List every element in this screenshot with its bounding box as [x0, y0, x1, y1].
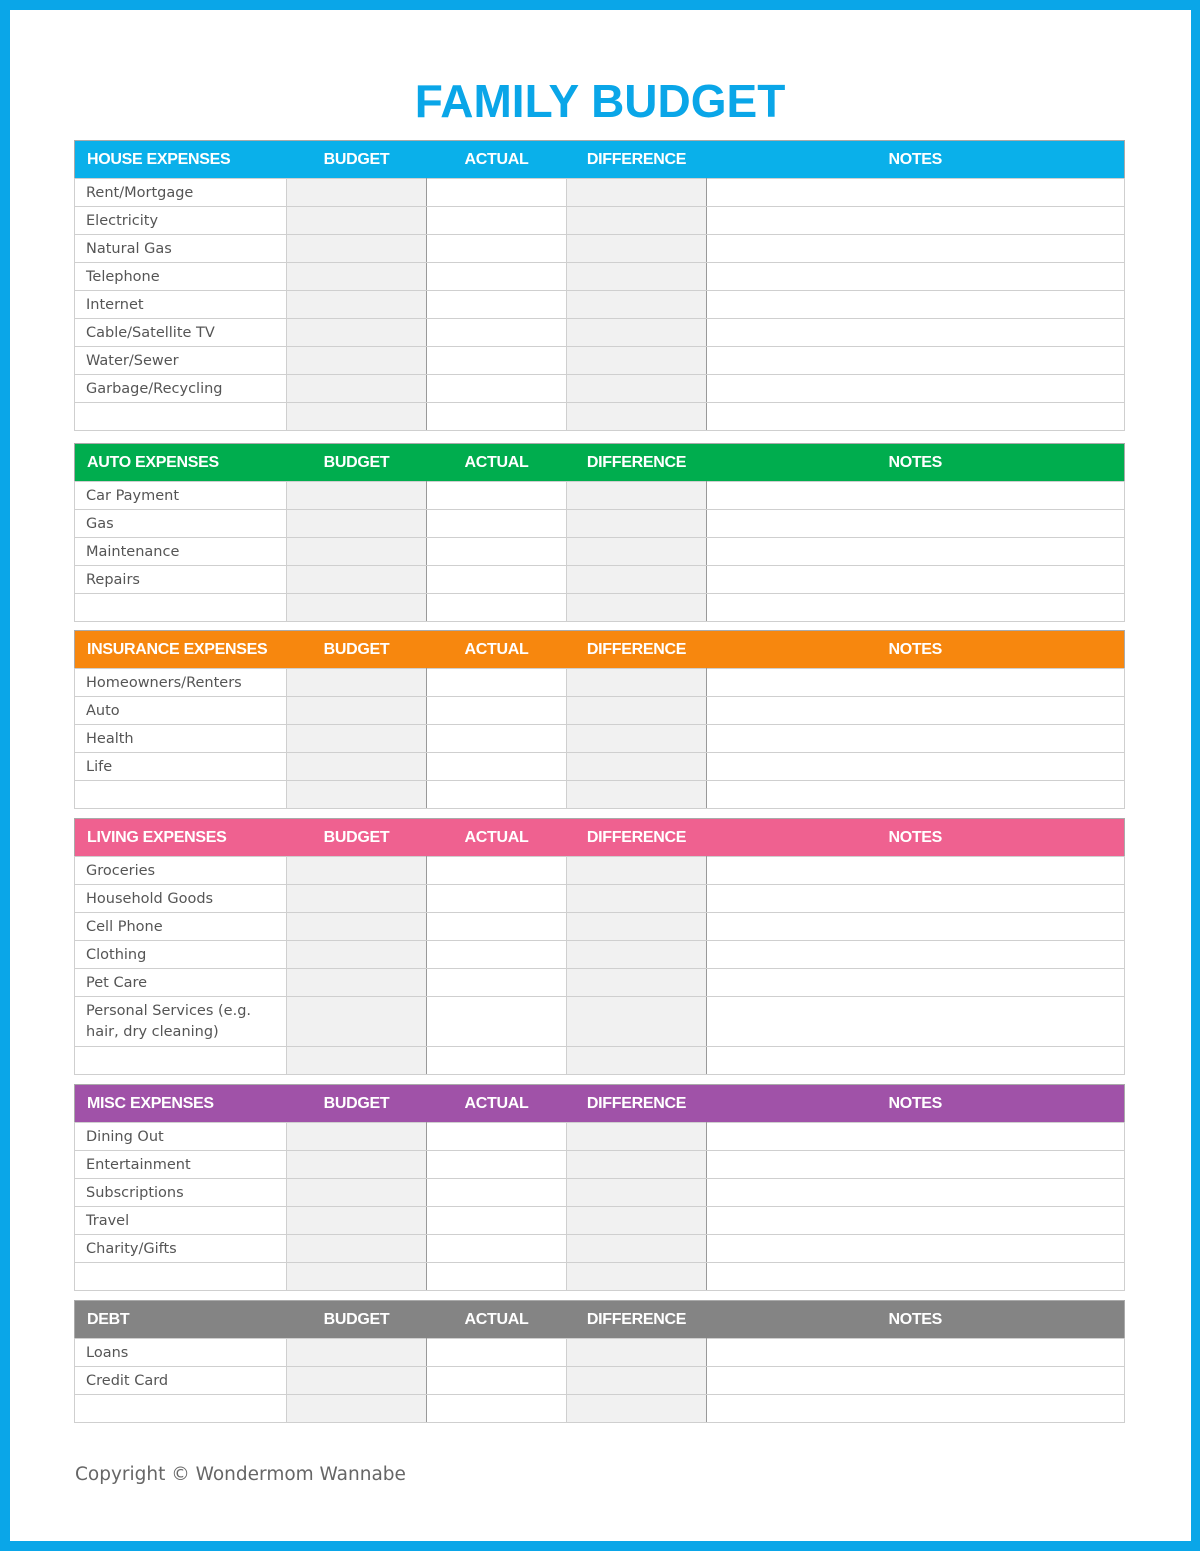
actual-cell[interactable] [427, 403, 567, 431]
expense-label: Natural Gas [75, 235, 287, 263]
notes-cell[interactable] [707, 235, 1125, 263]
difference-cell[interactable] [567, 913, 707, 941]
section-insurance-expenses [74, 630, 1125, 809]
column-header-notes: NOTES [888, 453, 943, 471]
difference-cell[interactable] [567, 375, 707, 403]
table-row [75, 857, 1125, 885]
actual-cell[interactable] [427, 1207, 567, 1235]
section-title: MISC EXPENSES [87, 1094, 214, 1112]
budget-table [74, 630, 1125, 809]
notes-cell[interactable] [707, 669, 1125, 697]
section-header [75, 631, 1125, 669]
column-header-budget: BUDGET [323, 1094, 390, 1112]
table-row [75, 753, 1125, 781]
difference-cell[interactable] [567, 1123, 707, 1151]
table-row [75, 1367, 1125, 1395]
difference-cell[interactable] [567, 781, 707, 809]
table-row [75, 1207, 1125, 1235]
expense-label: Homeowners/Renters [75, 669, 287, 697]
difference-cell[interactable] [567, 997, 707, 1047]
table-row [75, 179, 1125, 207]
budget-cell[interactable] [287, 1123, 427, 1151]
expense-label: Subscriptions [75, 1179, 287, 1207]
difference-cell[interactable] [567, 1263, 707, 1291]
budget-cell[interactable] [287, 263, 427, 291]
table-row [75, 781, 1125, 809]
expense-label [75, 594, 287, 622]
budget-table [74, 818, 1125, 1075]
difference-cell[interactable] [567, 697, 707, 725]
actual-cell[interactable] [427, 753, 567, 781]
difference-cell[interactable] [567, 1367, 707, 1395]
column-header-budget: BUDGET [323, 828, 390, 846]
budget-cell[interactable] [287, 319, 427, 347]
budget-cell[interactable] [287, 1263, 427, 1291]
expense-label: Personal Services (e.g. hair, dry cleaning) [75, 997, 287, 1047]
notes-cell[interactable] [707, 291, 1125, 319]
table-row [75, 235, 1125, 263]
actual-cell[interactable] [427, 594, 567, 622]
actual-cell[interactable] [427, 997, 567, 1047]
section-title: INSURANCE EXPENSES [87, 640, 268, 658]
difference-cell[interactable] [567, 1179, 707, 1207]
actual-cell[interactable] [427, 1179, 567, 1207]
budget-cell[interactable] [287, 207, 427, 235]
notes-cell[interactable] [707, 538, 1125, 566]
table-row [75, 1235, 1125, 1263]
table-row [75, 1151, 1125, 1179]
table-row [75, 510, 1125, 538]
table-row [75, 885, 1125, 913]
expense-label: Repairs [75, 566, 287, 594]
column-header-difference: DIFFERENCE [586, 453, 687, 471]
actual-cell[interactable] [427, 319, 567, 347]
expense-label: Garbage/Recycling [75, 375, 287, 403]
table-row [75, 1263, 1125, 1291]
difference-cell[interactable] [567, 263, 707, 291]
budget-cell[interactable] [287, 913, 427, 941]
actual-cell[interactable] [427, 538, 567, 566]
expense-label: Water/Sewer [75, 347, 287, 375]
column-header-actual: ACTUAL [464, 1094, 529, 1112]
table-row [75, 913, 1125, 941]
difference-cell[interactable] [567, 179, 707, 207]
column-header-budget: BUDGET [323, 453, 390, 471]
budget-cell[interactable] [287, 1207, 427, 1235]
actual-cell[interactable] [427, 781, 567, 809]
section-title: DEBT [87, 1310, 130, 1328]
notes-cell[interactable] [707, 997, 1125, 1047]
notes-cell[interactable] [707, 697, 1125, 725]
table-row [75, 669, 1125, 697]
difference-cell[interactable] [567, 1207, 707, 1235]
expense-label: Loans [75, 1339, 287, 1367]
budget-cell[interactable] [287, 697, 427, 725]
expense-label [75, 1047, 287, 1075]
budget-cell[interactable] [287, 669, 427, 697]
expense-label: Groceries [75, 857, 287, 885]
table-row [75, 319, 1125, 347]
expense-label: Internet [75, 291, 287, 319]
expense-label: Dining Out [75, 1123, 287, 1151]
table-row [75, 1179, 1125, 1207]
difference-cell[interactable] [567, 1151, 707, 1179]
column-header-notes: NOTES [888, 828, 943, 846]
notes-cell[interactable] [707, 969, 1125, 997]
budget-cell[interactable] [287, 482, 427, 510]
difference-cell[interactable] [567, 482, 707, 510]
table-row [75, 1123, 1125, 1151]
table-row [75, 566, 1125, 594]
expense-label: Pet Care [75, 969, 287, 997]
budget-cell[interactable] [287, 235, 427, 263]
difference-cell[interactable] [567, 235, 707, 263]
notes-cell[interactable] [707, 319, 1125, 347]
expense-label: Maintenance [75, 538, 287, 566]
actual-cell[interactable] [427, 566, 567, 594]
table-row [75, 941, 1125, 969]
difference-cell[interactable] [567, 857, 707, 885]
actual-cell[interactable] [427, 669, 567, 697]
table-row [75, 482, 1125, 510]
table-row [75, 291, 1125, 319]
budget-table [74, 443, 1125, 622]
section-auto-expenses [74, 443, 1125, 622]
difference-cell[interactable] [567, 669, 707, 697]
column-header-difference: DIFFERENCE [586, 1310, 687, 1328]
notes-cell[interactable] [707, 781, 1125, 809]
table-row [75, 347, 1125, 375]
actual-cell[interactable] [427, 1123, 567, 1151]
expense-label: Gas [75, 510, 287, 538]
actual-cell[interactable] [427, 941, 567, 969]
table-row [75, 375, 1125, 403]
section-header [75, 1301, 1125, 1339]
section-living-expenses [74, 818, 1125, 1075]
notes-cell[interactable] [707, 375, 1125, 403]
notes-cell[interactable] [707, 566, 1125, 594]
difference-cell[interactable] [567, 1047, 707, 1075]
difference-cell[interactable] [567, 969, 707, 997]
table-row [75, 969, 1125, 997]
expense-label: Entertainment [75, 1151, 287, 1179]
column-header-notes: NOTES [888, 150, 943, 168]
notes-cell[interactable] [707, 1235, 1125, 1263]
expense-label: Rent/Mortgage [75, 179, 287, 207]
difference-cell[interactable] [567, 566, 707, 594]
expense-label: Clothing [75, 941, 287, 969]
notes-cell[interactable] [707, 725, 1125, 753]
expense-label: Cell Phone [75, 913, 287, 941]
actual-cell[interactable] [427, 263, 567, 291]
budget-cell[interactable] [287, 1235, 427, 1263]
column-header-budget: BUDGET [323, 640, 390, 658]
section-misc-expenses [74, 1084, 1125, 1291]
budget-cell[interactable] [287, 857, 427, 885]
expense-label [75, 403, 287, 431]
expense-label: Electricity [75, 207, 287, 235]
table-row [75, 697, 1125, 725]
table-row [75, 1339, 1125, 1367]
notes-cell[interactable] [707, 263, 1125, 291]
difference-cell[interactable] [567, 291, 707, 319]
table-row [75, 594, 1125, 622]
expense-label: Health [75, 725, 287, 753]
notes-cell[interactable] [707, 1395, 1125, 1423]
notes-cell[interactable] [707, 1339, 1125, 1367]
notes-cell[interactable] [707, 1367, 1125, 1395]
notes-cell[interactable] [707, 179, 1125, 207]
difference-cell[interactable] [567, 510, 707, 538]
budget-cell[interactable] [287, 1395, 427, 1423]
column-header-difference: DIFFERENCE [586, 1094, 687, 1112]
page-title: FAMILY BUDGET [414, 75, 786, 127]
table-row [75, 1395, 1125, 1423]
section-header [75, 1085, 1125, 1123]
expense-label: Household Goods [75, 885, 287, 913]
table-row [75, 538, 1125, 566]
expense-label: Travel [75, 1207, 287, 1235]
table-row [75, 1047, 1125, 1075]
section-house-expenses [74, 140, 1125, 431]
table-row [75, 403, 1125, 431]
expense-label [75, 1263, 287, 1291]
notes-cell[interactable] [707, 1123, 1125, 1151]
notes-cell[interactable] [707, 510, 1125, 538]
budget-cell[interactable] [287, 969, 427, 997]
column-header-difference: DIFFERENCE [586, 150, 687, 168]
actual-cell[interactable] [427, 510, 567, 538]
budget-cell[interactable] [287, 1367, 427, 1395]
notes-cell[interactable] [707, 207, 1125, 235]
column-header-actual: ACTUAL [464, 640, 529, 658]
actual-cell[interactable] [427, 1263, 567, 1291]
copyright: Copyright © Wondermom Wannabe [75, 1464, 406, 1485]
table-row [75, 725, 1125, 753]
notes-cell[interactable] [707, 1263, 1125, 1291]
budget-cell[interactable] [287, 1047, 427, 1075]
section-debt [74, 1300, 1125, 1423]
difference-cell[interactable] [567, 941, 707, 969]
column-header-budget: BUDGET [323, 150, 390, 168]
budget-cell[interactable] [287, 375, 427, 403]
column-header-notes: NOTES [888, 1094, 943, 1112]
budget-cell[interactable] [287, 566, 427, 594]
difference-cell[interactable] [567, 753, 707, 781]
section-header [75, 444, 1125, 482]
budget-cell[interactable] [287, 538, 427, 566]
actual-cell[interactable] [427, 1339, 567, 1367]
column-header-actual: ACTUAL [464, 453, 529, 471]
actual-cell[interactable] [427, 179, 567, 207]
expense-label [75, 781, 287, 809]
budget-cell[interactable] [287, 403, 427, 431]
actual-cell[interactable] [427, 482, 567, 510]
budget-cell[interactable] [287, 997, 427, 1047]
difference-cell[interactable] [567, 347, 707, 375]
budget-table [74, 1300, 1125, 1423]
expense-label: Auto [75, 697, 287, 725]
notes-cell[interactable] [707, 482, 1125, 510]
table-row [75, 207, 1125, 235]
budget-cell[interactable] [287, 781, 427, 809]
column-header-notes: NOTES [888, 1310, 943, 1328]
actual-cell[interactable] [427, 857, 567, 885]
actual-cell[interactable] [427, 1047, 567, 1075]
column-header-budget: BUDGET [323, 1310, 390, 1328]
notes-cell[interactable] [707, 1151, 1125, 1179]
notes-cell[interactable] [707, 857, 1125, 885]
budget-cell[interactable] [287, 885, 427, 913]
budget-cell[interactable] [287, 179, 427, 207]
actual-cell[interactable] [427, 1367, 567, 1395]
difference-cell[interactable] [567, 594, 707, 622]
actual-cell[interactable] [427, 375, 567, 403]
expense-label: Telephone [75, 263, 287, 291]
budget-table [74, 140, 1125, 431]
notes-cell[interactable] [707, 403, 1125, 431]
notes-cell[interactable] [707, 347, 1125, 375]
actual-cell[interactable] [427, 235, 567, 263]
budget-cell[interactable] [287, 753, 427, 781]
difference-cell[interactable] [567, 207, 707, 235]
table-row [75, 263, 1125, 291]
expense-label: Life [75, 753, 287, 781]
column-header-notes: NOTES [888, 640, 943, 658]
budget-table [74, 1084, 1125, 1291]
actual-cell[interactable] [427, 1151, 567, 1179]
difference-cell[interactable] [567, 885, 707, 913]
actual-cell[interactable] [427, 1235, 567, 1263]
section-title: LIVING EXPENSES [87, 828, 227, 846]
notes-cell[interactable] [707, 753, 1125, 781]
column-header-actual: ACTUAL [464, 150, 529, 168]
expense-label: Charity/Gifts [75, 1235, 287, 1263]
difference-cell[interactable] [567, 403, 707, 431]
expense-label [75, 1395, 287, 1423]
actual-cell[interactable] [427, 725, 567, 753]
notes-cell[interactable] [707, 1207, 1125, 1235]
budget-cell[interactable] [287, 1151, 427, 1179]
difference-cell[interactable] [567, 725, 707, 753]
section-header [75, 819, 1125, 857]
actual-cell[interactable] [427, 969, 567, 997]
section-title: HOUSE EXPENSES [87, 150, 231, 168]
budget-cell[interactable] [287, 941, 427, 969]
actual-cell[interactable] [427, 697, 567, 725]
difference-cell[interactable] [567, 1339, 707, 1367]
column-header-difference: DIFFERENCE [586, 828, 687, 846]
notes-cell[interactable] [707, 1047, 1125, 1075]
budget-cell[interactable] [287, 1179, 427, 1207]
table-row [75, 997, 1125, 1047]
budget-cell[interactable] [287, 594, 427, 622]
expense-label: Credit Card [75, 1367, 287, 1395]
notes-cell[interactable] [707, 1179, 1125, 1207]
difference-cell[interactable] [567, 538, 707, 566]
actual-cell[interactable] [427, 207, 567, 235]
actual-cell[interactable] [427, 347, 567, 375]
column-header-difference: DIFFERENCE [586, 640, 687, 658]
budget-cell[interactable] [287, 725, 427, 753]
notes-cell[interactable] [707, 594, 1125, 622]
budget-cell[interactable] [287, 347, 427, 375]
actual-cell[interactable] [427, 1395, 567, 1423]
column-header-actual: ACTUAL [464, 828, 529, 846]
expense-label: Car Payment [75, 482, 287, 510]
budget-cell[interactable] [287, 291, 427, 319]
difference-cell[interactable] [567, 319, 707, 347]
actual-cell[interactable] [427, 291, 567, 319]
budget-cell[interactable] [287, 1339, 427, 1367]
section-title: AUTO EXPENSES [87, 453, 219, 471]
difference-cell[interactable] [567, 1235, 707, 1263]
actual-cell[interactable] [427, 885, 567, 913]
expense-label: Cable/Satellite TV [75, 319, 287, 347]
column-header-actual: ACTUAL [464, 1310, 529, 1328]
actual-cell[interactable] [427, 913, 567, 941]
budget-cell[interactable] [287, 510, 427, 538]
difference-cell[interactable] [567, 1395, 707, 1423]
notes-cell[interactable] [707, 941, 1125, 969]
section-header [75, 141, 1125, 179]
notes-cell[interactable] [707, 913, 1125, 941]
notes-cell[interactable] [707, 885, 1125, 913]
